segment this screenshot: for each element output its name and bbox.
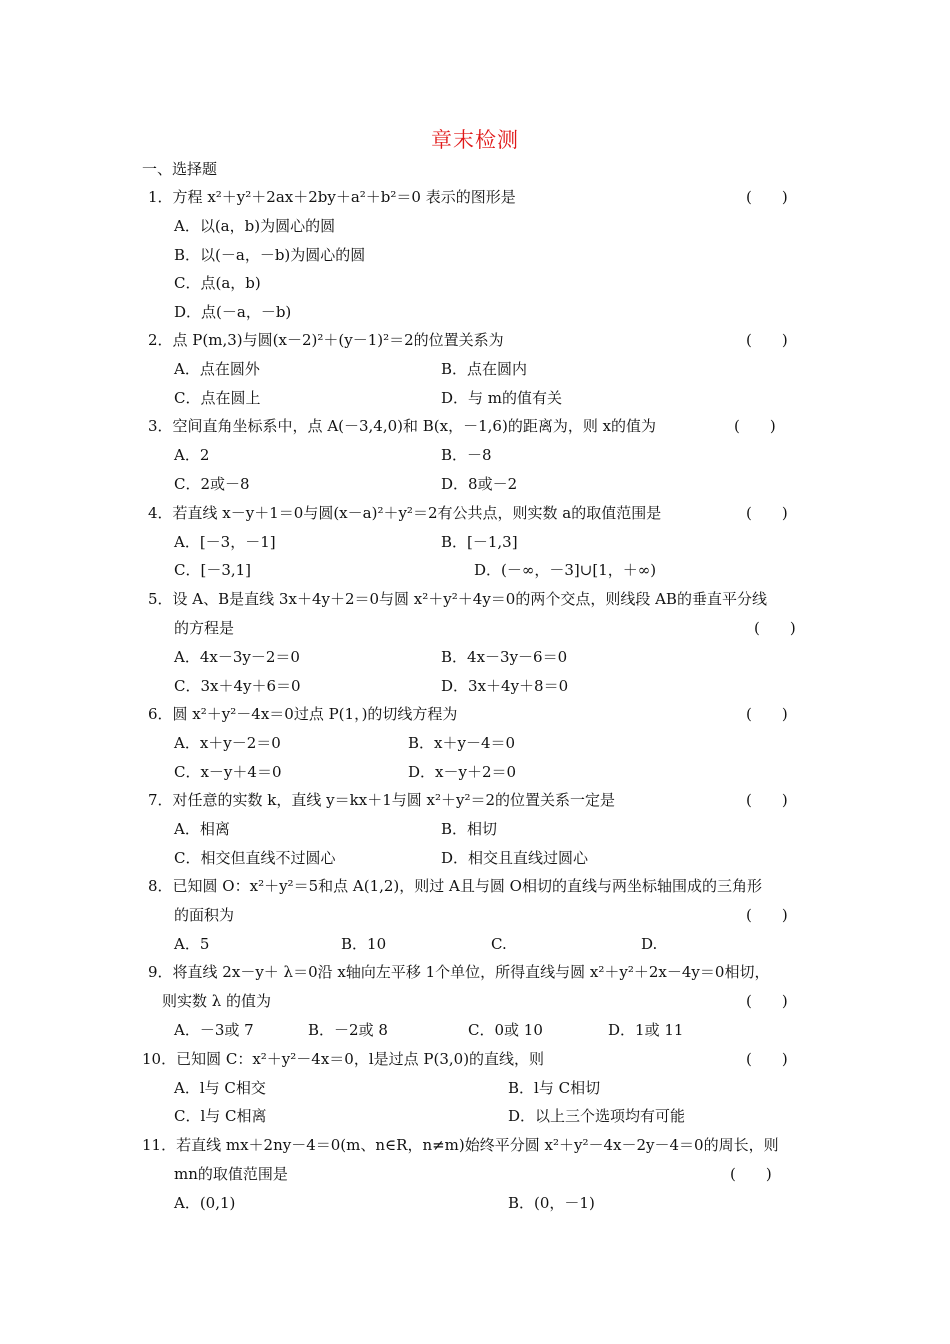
q4-option-d: D．(－∞，－3]∪[1，＋∞) [474,561,657,579]
q3-option-b: B．－8 [441,446,492,464]
q8-option-a: A．5 [174,935,210,953]
q4-option-c: C．[－3,1] [174,561,252,579]
q4-option-b: B．[－1,3] [441,533,518,551]
q3-option-c: C．2或－8 [174,475,250,493]
q8-stem-line2: 的面积为 [174,906,235,924]
q10-option-b: B．l与 C相切 [508,1079,601,1097]
q3-stem: 3．空间直角坐标系中，点 A(－3,4,0)和 B(x，－1,6)的距离为，则 x的值为 [148,417,657,435]
q2-stem: 2．点 P(m,3)与圆(x－2)²＋(y－1)²＝2的位置关系为 [148,331,504,349]
page-title: 章末检测 [431,128,519,152]
q1-stem-pre: 1．方程 [148,188,208,206]
q1-stem [148,186,516,208]
q9-option-b: B．－2或 8 [308,1021,388,1039]
q1-option-c: C．点(a，b) [174,274,261,292]
q10-option-a: A．l与 C相交 [174,1079,266,1097]
q2-option-a: A．点在圆外 [174,360,260,378]
q9-option-a: A．－3或 7 [174,1021,254,1039]
q9-stem-line1: 9．将直线 2x－y＋ λ＝0沿 x轴向左平移 1个单位，所得直线与圆 x²＋y²＋2x－4y＝0相切， [148,963,770,981]
q5-stem-line1: 5．设 A、B是直线 3x＋4y＋2＝0与圆 x²＋y²＋4y＝0的两个交点，则线段 AB的垂直平分线 [148,590,767,608]
q11-option-a: A．(0,1) [174,1194,236,1212]
q1-stem-post: 表示的图形是 [420,188,516,206]
q7-option-d: D．相交且直线过圆心 [441,849,589,867]
q6-option-c: C．x－y＋4＝0 [174,763,282,781]
q11-answer-bracket: ( ) [730,1165,772,1183]
q3-option-a: A．2 [174,446,210,464]
q2-answer-bracket: ( ) [746,331,788,349]
q10-option-d: D．以上三个选项均有可能 [508,1107,686,1125]
q7-option-a: A．相离 [174,820,230,838]
q5-answer-bracket: ( ) [754,619,796,637]
q9-option-c: C．0或 10 [468,1021,543,1039]
q10-answer-bracket: ( ) [746,1050,788,1068]
q9-answer-bracket: ( ) [746,992,788,1010]
q11-option-b: B．(0，－1) [508,1194,595,1212]
q6-stem: 6．圆 x²＋y²－4x＝0过点 P(1，)的切线方程为 [148,705,458,723]
q8-stem-line1: 8．已知圆 O：x²＋y²＝5和点 A(1,2)，则过 A且与圆 O相切的直线与两坐标轴围成的三角形 [148,877,762,895]
q11-stem-line2: mn的取值范围是 [174,1165,288,1183]
q6-answer-bracket: ( ) [746,705,788,723]
q5-option-d: D．3x＋4y＋8＝0 [441,677,569,695]
q6-option-b: B．x＋y－4＝0 [408,734,516,752]
q8-option-c: C. [491,935,507,953]
q6-option-a: A．x＋y－2＝0 [174,734,281,752]
q6-option-d: D．x－y＋2＝0 [408,763,517,781]
q1-option-d: D．点(－a，－b) [174,303,292,321]
q9-stem-line2: 则实数 λ 的值为 [162,992,272,1010]
q5-stem-line2: 的方程是 [174,619,235,637]
q7-stem: 7．对任意的实数 k，直线 y＝kx＋1与圆 x²＋y²＝2的位置关系一定是 [148,791,616,809]
q7-option-c: C．相交但直线不过圆心 [174,849,336,867]
q11-stem-line1: 11．若直线 mx＋2ny－4＝0(m、n∈R，n≠m)始终平分圆 x²＋y²－4x－2y－4＝0的周长，则 [142,1136,779,1154]
q3-answer-bracket: ( ) [734,417,776,435]
q10-stem: 10．已知圆 C：x²＋y²－4x＝0，l是过点 P(3,0)的直线，则 [142,1050,545,1068]
q2-option-b: B．点在圆内 [441,360,528,378]
q5-option-c: C．3x＋4y＋6＝0 [174,677,301,695]
q1-answer-bracket: ( ) [746,188,788,206]
q4-option-a: A．[－3，－1] [174,533,276,551]
q7-answer-bracket: ( ) [746,791,788,809]
q5-option-a: A．4x－3y－2＝0 [174,648,300,666]
q3-option-d: D．8或－2 [441,475,518,493]
q10-option-c: C．l与 C相离 [174,1107,267,1125]
q2-option-c: C．点在圆上 [174,389,261,407]
q2-option-d: D．与 m的值有关 [441,389,563,407]
q7-option-b: B．相切 [441,820,498,838]
q8-answer-bracket: ( ) [746,906,788,924]
q8-option-b: B．10 [341,935,387,953]
q9-option-d: D．1或 11 [608,1021,684,1039]
q1-equation: x²＋y²＋2ax＋2by＋a²＋b²＝0 [207,188,421,206]
q4-stem: 4．若直线 x－y＋1＝0与圆(x－a)²＋y²＝2有公共点，则实数 a的取值范围是 [148,504,662,522]
q1-option-b: B．以(－a，－b)为圆心的圆 [174,246,366,264]
q4-answer-bracket: ( ) [746,504,788,522]
q1-option-a: A．以(a，b)为圆心的圆 [174,217,336,235]
q8-option-d: D. [641,935,658,953]
section-heading: 一、选择题 [142,160,218,178]
q5-option-b: B．4x－3y－6＝0 [441,648,568,666]
